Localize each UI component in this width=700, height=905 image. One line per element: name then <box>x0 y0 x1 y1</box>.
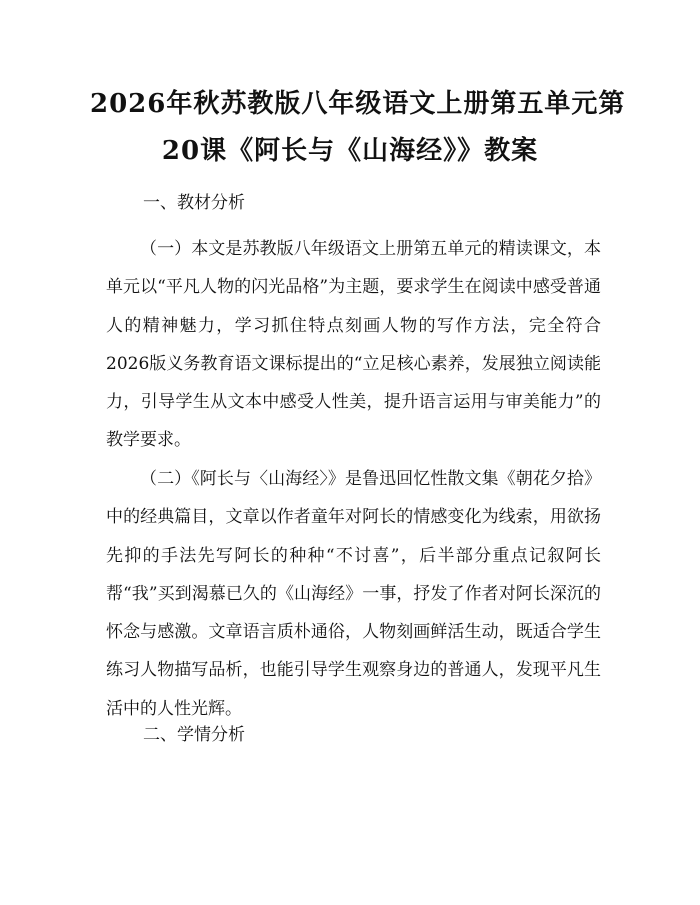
paragraph-textbook-analysis-1: （一）本文是苏教版八年级语文上册第五单元的精读课文，本单元以“平凡人物的闪光品格”为主题，要求学生在阅读中感受普通人的精神魅力，学习抓住特点刻画人物的写作方法，完全符合2026版义务教育语文课标提出的“立足核心素养，发展独立阅读能力，引导学生从文本中感受人性美，提升语言运用与审美能力”的教学要求。 <box>106 239 601 451</box>
section-heading-student-analysis: 二、学情分析 <box>143 725 245 745</box>
section-heading-textbook-analysis: 一、教材分析 <box>143 193 245 213</box>
document-title-line-1: 2026年秋苏教版八年级语文上册第五单元第 <box>90 89 626 119</box>
document-title-line-2: 20课《阿长与《山海经》》教案 <box>161 136 539 166</box>
paragraph-textbook-analysis-2: （二）《阿长与〈山海经〉》是鲁迅回忆性散文集《朝花夕拾》中的经典篇目，文章以作者童年对阿长的情感变化为线索，用欲扬先抑的手法先写阿长的种种“不讨喜”，后半部分重点记叙阿长帮“我”买到渴慕已久的《山海经》一事，抒发了作者对阿长深沉的怀念与感激。文章语言质朴通俗，人物刻画鲜活生动，既适合学生练习人物描写品析，也能引导学生观察身边的普通人，发现平凡生活中的人性光辉。 <box>106 469 601 719</box>
